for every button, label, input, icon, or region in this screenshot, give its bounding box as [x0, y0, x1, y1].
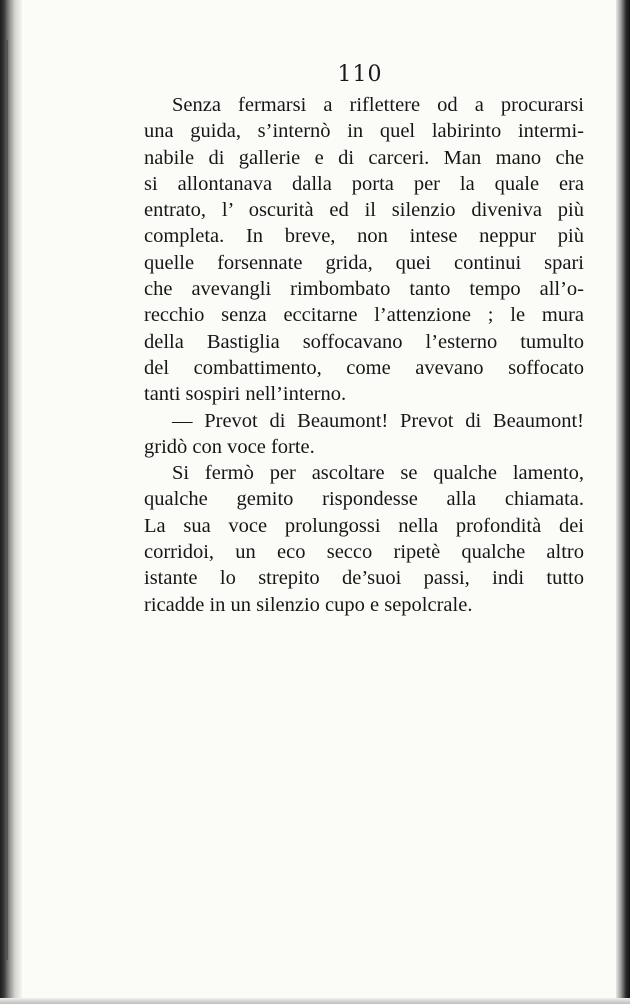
- text-line: tanti sospiri nell’interno.: [144, 383, 347, 406]
- paragraph-1: [144, 92, 584, 408]
- text-line: del combattimento, come avevano soffocato: [144, 356, 584, 379]
- text-line: che avevangli rimbombato tanto tempo all’o-: [144, 278, 584, 301]
- body-text: [144, 92, 584, 618]
- text-line: della Bastiglia soffocavano l’esterno tumulto: [144, 330, 584, 353]
- text-line: quelle forsennate grida, quei continui spari: [144, 251, 584, 274]
- text-line: istante lo strepito de’suoi passi, indi tutto: [144, 567, 584, 590]
- text-line: si allontanava dalla porta per la quale era: [144, 172, 584, 195]
- text-line: qualche gemito rispondesse alla chiamata.: [144, 488, 584, 511]
- text-line: La sua voce prolungossi nella profondità dei: [144, 514, 584, 537]
- text-line: Senza fermarsi a riflettere od a procurarsi: [172, 94, 584, 116]
- binding-shadow-line: [6, 40, 8, 960]
- text-line: una guida, s’internò in quel labirinto intermi-: [144, 120, 584, 143]
- page-right-edge: [616, 0, 630, 1004]
- text-line: ricadde in un silenzio cupo e sepolcrale.: [144, 593, 473, 616]
- text-line: nabile di gallerie e di carceri. Man mano che: [144, 146, 584, 169]
- text-line: recchio senza eccitarne l’attenzione ; le mura: [144, 304, 584, 327]
- text-line: Si fermò per ascoltare se qualche lamento,: [172, 462, 584, 485]
- paragraph-3: [144, 460, 584, 618]
- text-line: — Prevot di Beaumont! Prevot di Beaumont!: [172, 409, 584, 432]
- text-line: entrato, l’ oscurità ed il silenzio diveniva più: [144, 199, 584, 222]
- page-binding-gutter: [0, 0, 22, 1004]
- text-line: gridò con voce forte.: [144, 435, 315, 458]
- text-line: corridoi, un eco secco ripetè qualche altro: [144, 541, 584, 564]
- page-bottom-edge: [0, 998, 630, 1004]
- paragraph-2: [144, 408, 584, 461]
- page-number: 110: [337, 62, 383, 87]
- text-line: completa. In breve, non intese neppur più: [144, 225, 584, 248]
